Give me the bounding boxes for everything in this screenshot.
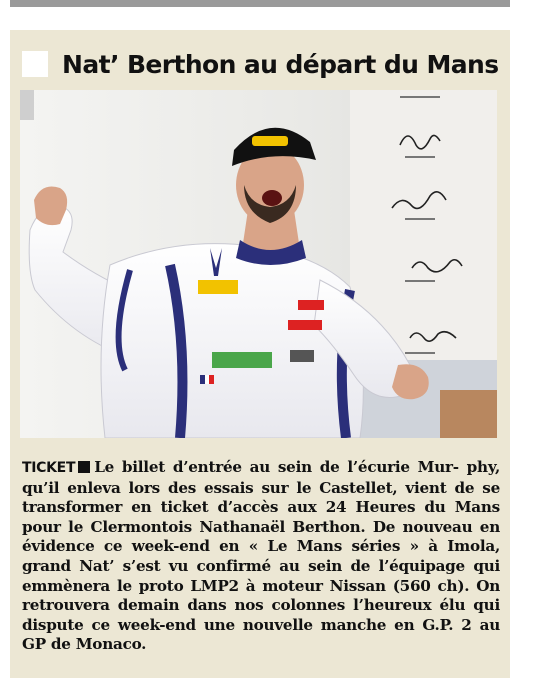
headline-title: Nat’ Berthon au départ du Mans [62,49,499,79]
article-body [22,458,500,655]
photo-illustration [20,90,497,438]
article-photo [20,90,497,438]
article-line: du Mans pour le Clermontois Nathanaël Berthon. [22,498,500,536]
article-line: Le billet d’entrée au sein de l’écurie Mur- [94,458,459,476]
article-line: de se transformer en ticket d’accès aux 24 Heures [22,478,500,517]
article-line: phy, qu’il enleva lors des essais sur le Castellet, vient [22,458,500,497]
article-line: séries » à Imola, grand Nat’ s’est vu confirmé au [22,537,500,575]
article-line: moteur Nissan (560 ch). On retrouvera demain dans [22,576,500,615]
article-line: sein de l’équipage qui emmènera le proto LMP2 à [22,556,501,595]
article-line: De nouveau en évidence ce week-end en « Le Mans [22,517,500,556]
headline-square-icon [22,51,48,77]
article-line: une nouvelle manche en G.P. 2 au GP de Monaco. [22,615,500,654]
article-kicker: TICKET [22,460,76,476]
article-panel [10,30,510,678]
kicker-square-icon [78,461,90,473]
article-line: nos colonnes l’heureux élu qui dispute ce week-end [22,596,500,634]
headline [22,44,502,84]
top-rule [10,0,510,7]
